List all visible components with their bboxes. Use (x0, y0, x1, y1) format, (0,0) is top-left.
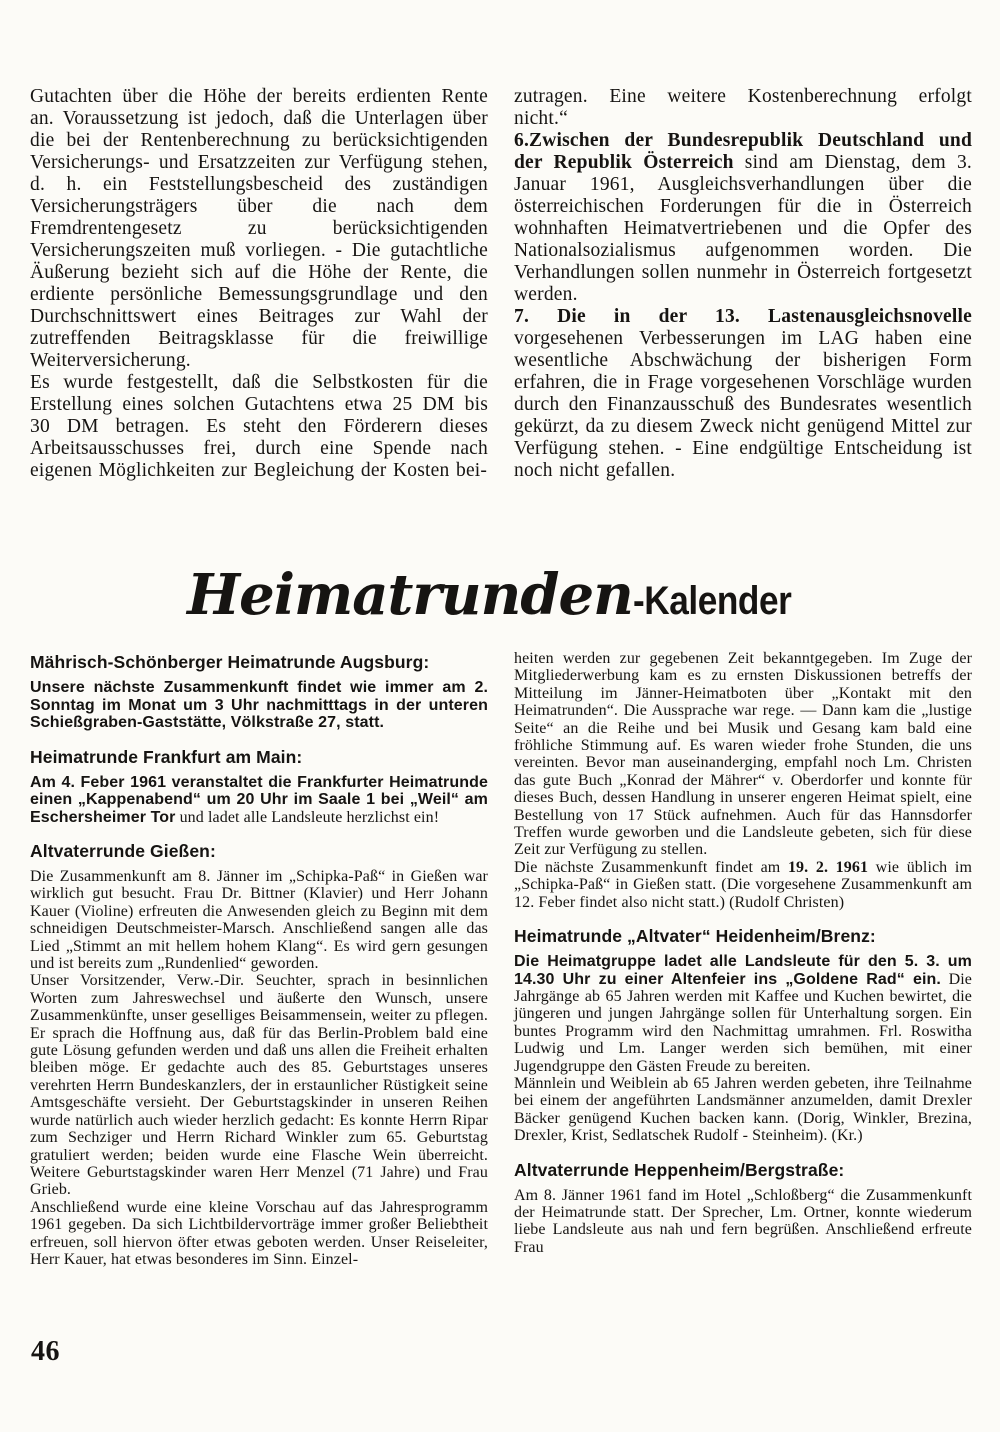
article-augsburg-heading: Mährisch-Schönberger Heimatrunde Augsburg: (30, 652, 430, 672)
report-paragraph-continuation: zutragen. Eine weitere Kostenberechnung erfolgt nicht.“ (514, 86, 972, 129)
article-giessen-continuation: heiten werden zur gegebenen Zeit bekanntgegeben. Im Zuge der Mitgliederwerbung kam es zu ernsten Diskussionen betreffs der Mitteilung im Jänner-Heimatboten über „Kontakt mit den Heimatrunden“. Die Aussprache war rege. — Dann kam die „lustige Seite“ an die Reihe und bei Musik und Gesang kam bald eine fröhliche Stimmung auf. Es waren wieder frohe Stunden, die uns vereinten. Bevor man auseinanderging, empfahl noch Lm. Christen das gute Buch „Konrad der Mährer“ v. Oberdorfer und konnte für dieses Buch, dessen Handlung in unserer engeren Heimat spielt, eine Bestellung von 17 Stück aufnehmen. Auch für das Hannsdorfer Treffen wurde geworben und die Landsleute gebeten, sich für diese Zeit zur Verfügung zu stellen. (514, 650, 972, 859)
section-title (0, 562, 1000, 628)
report-item-6-body: sind am Dienstag, dem 3. Januar 1961, Ausgleichsverhandlungen über die österreichischen Forderungen für die in Österreich wohnhaften Heimatvertriebenen und die Opfer des Nationalsozialismus aufgenommen worden. Die Verhandlungen sollen nunmehr in Österreich fortgesetzt werden. (514, 152, 973, 305)
article-heidenheim-body-rest: Die Jahrgänge ab 65 Jahren werden mit Kaffee und Kuchen bewirtet, die jüngeren und jungen Jahrgänge sollen für Unterhaltung sorgen. Ein buntes Programm wird den Nachmittag umrahmen. Frl. Roswitha Ludwig und Lm. Langer werden sich bemühen, mit einer Jugendgruppe den Gästen Freude zu bereiten. (514, 970, 972, 1075)
article-giessen-next-meeting (514, 859, 972, 911)
report-item-7 (514, 306, 972, 482)
next-meeting-date: 19. 2. 1961 (787, 858, 869, 876)
report-paragraph: Gutachten über die Höhe der bereits erdienten Rente an. Voraussetzung ist jedoch, daß die Unterlagen über die bei der Rentenberechnung zu berücksichtigenden Versicherungs- und Ersatzzeiten zur Verfügung stehen, d. h. ein Feststellungsbescheid des zuständigen Versicherungsträgers über die nach dem Fremdrentengesetz zu berücksichtigenden Versicherungszeiten muß vorliegen. - Die gutachtliche Äußerung bezieht sich auf die Höhe der Rente, die erdiente persönliche Bemessungsgrundlage und den Durchschnittswert eines Beitrages zur Wahl der zutreffenden Beitragsklasse für die freiwillige Weiterversicherung. (30, 86, 488, 371)
article-frankfurt-body-lead: Am 4. Feber 1961 veranstaltet die Frankfurter Heimatrunde einen „Kappenabend“ um 20 Uhr im Saale 1 bei „Weil“ am Eschersheimer Tor (30, 773, 488, 826)
page-number: 46 (31, 1336, 60, 1367)
article-heppenheim-heading: Altvaterrunde Heppenheim/Bergstraße: (514, 1159, 845, 1180)
next-meeting-text-pre: Die nächste Zusammenkunft findet am (514, 858, 788, 876)
article-giessen-heading: Altvaterrunde Gießen: (30, 841, 216, 861)
top-report-section (30, 86, 972, 482)
article-giessen-paragraph-1: Die Zusammenkunft am 8. Jänner im „Schipka-Paß“ in Gießen war wirklich gut besucht. Frau Dr. Bittner (Klavier) und Herr Johann Kauer (Violine) erfreuten die Anwesenden gleich zu Beginn mit dem schneidigen Deutschmeister-Marsch. Anschließend sangen alle das Lied „Stimmt an mit hellem hohem Klang“. Es wird gern gesungen und ist bereits zum „Rundenlied“ geworden. (30, 868, 488, 973)
article-heppenheim-paragraph-1: Am 8. Jänner 1961 fand im Hotel „Schloßberg“ die Zusammenkunft der Heimatrunde statt. Der Sprecher, Lm. Ortner, konnte wiederum liebe Landsleute aus nah und fern begrüßen. Anschließend erfreute Frau (514, 1186, 972, 1256)
report-item-6-lead: 6.Zwischen der Bundesrepublik Deutschland und der Republik Österreich (514, 130, 972, 173)
section-title-suffix: -Kalender (632, 579, 792, 623)
article-frankfurt-heading: Heimatrunde Frankfurt am Main: (30, 746, 303, 767)
top-right-column (514, 86, 972, 482)
calendar-right-column (514, 650, 972, 1268)
article-heidenheim-heading: Heimatrunde „Altvater“ Heidenheim/Brenz: (514, 926, 876, 947)
calendar-section (30, 650, 972, 1268)
article-frankfurt-body (30, 774, 488, 826)
calendar-left-column (30, 650, 488, 1268)
article-giessen-paragraph-2: Unser Vorsitzender, Verw.-Dir. Seuchter, sprach in besinnlichen Worten zum Jahreswechsel und äußerte den Wunsch, unsere Zusammenkünfte, unser geselliges Beisammensein, weiter zu pflegen. Er sprach die Hoffnung aus, daß für das Berlin-Problem bald eine gute Lösung gefunden werden und daß uns allen die Freiheit erhalten bleiben möge. Er gedachte auch des 85. Geburtstages unseres verehrten Herrn Bundeskanzlers, der in erstaunlicher Rüstigkeit seine Amtsgeschäfte versieht. Der Geburtstagskinder in unseren Reihen wurde natürlich auch wieder herzlich gedacht: Es konnte Herrn Ripar zum Sechziger und Herrn Richard Winkler zum 65. Geburtstag gratuliert werden; beiden wurde eine Flasche Wein überreicht. Weitere Geburtstagskinder waren Herr Menzel (71 Jahre) und Frau Grieb. (30, 972, 488, 1199)
report-item-7-body: vorgesehenen Verbesserungen im LAG haben eine wesentliche Abschwächung der bisherigen Form erfahren, die in Frage vorgesehenen Vorschläge wurden durch den Finanzausschuß des Bundesrates wesentlich gekürzt, da zu diesem Zweck nicht genügend Mittel zur Verfügung stehen. - Eine endgültige Entscheidung ist noch nicht gefallen. (514, 328, 972, 481)
report-item-7-lead: 7. Die in der 13. Lastenausgleichsnovelle (514, 306, 972, 327)
article-frankfurt-body-rest: und ladet alle Landsleute herzlichst ein! (175, 808, 440, 826)
report-paragraph: Es wurde festgestellt, daß die Selbstkosten für die Erstellung eines solchen Gutachtens etwa 25 DM bis 30 DM betragen. Es steht den Förderern dieses Arbeitsausschusses frei, durch eine Spende nach eigenen Möglichkeiten zur Begleichung der Kosten bei- (30, 372, 488, 481)
article-heidenheim-paragraph-2: Männlein und Weiblein ab 65 Jahren werden gebeten, ihre Teilnahme bei einem der angeführten Landsmänner anzumelden, damit Drexler Bäcker genügend Kuchen backen kann. (Dorig, Winkler, Brezina, Drexler, Krist, Sedlatschek Rudolf - Steinheim). (Kr.) (514, 1074, 972, 1145)
article-giessen-paragraph-3: Anschließend wurde eine kleine Vorschau auf das Jahresprogramm 1961 gegeben. Da sich Lichtbildervorträge immer großer Beliebtheit erfreuen, soll hiervon öfter etwas geboten werden. Unser Reiseleiter, Herr Kauer, hat etwas besonderes im Sinn. Einzel- (30, 1198, 488, 1268)
report-item-6 (514, 130, 972, 306)
article-heidenheim-body (514, 953, 972, 1075)
article-augsburg-body: Unsere nächste Zusammenkunft findet wie immer am 2. Sonntag im Monat um 3 Uhr nachmitttags in der unteren Schießgraben-Gaststätte, Völkstraße 27, statt. (30, 679, 488, 732)
next-meeting-text-post: wie üblich im „Schipka-Paß“ in Gießen statt. (Die vorgesehene Zusammenkunft am 12. Feber findet also nicht statt.) (Rudolf Christen) (514, 858, 972, 911)
article-heidenheim-body-lead: Die Heimatgruppe ladet alle Landsleute für den 5. 3. um 14.30 Uhr zu einer Altenfeier ins „Goldene Rad“ ein. (514, 953, 972, 988)
top-left-column (30, 86, 488, 482)
section-title-script-part: Heimatrunden (187, 562, 633, 628)
